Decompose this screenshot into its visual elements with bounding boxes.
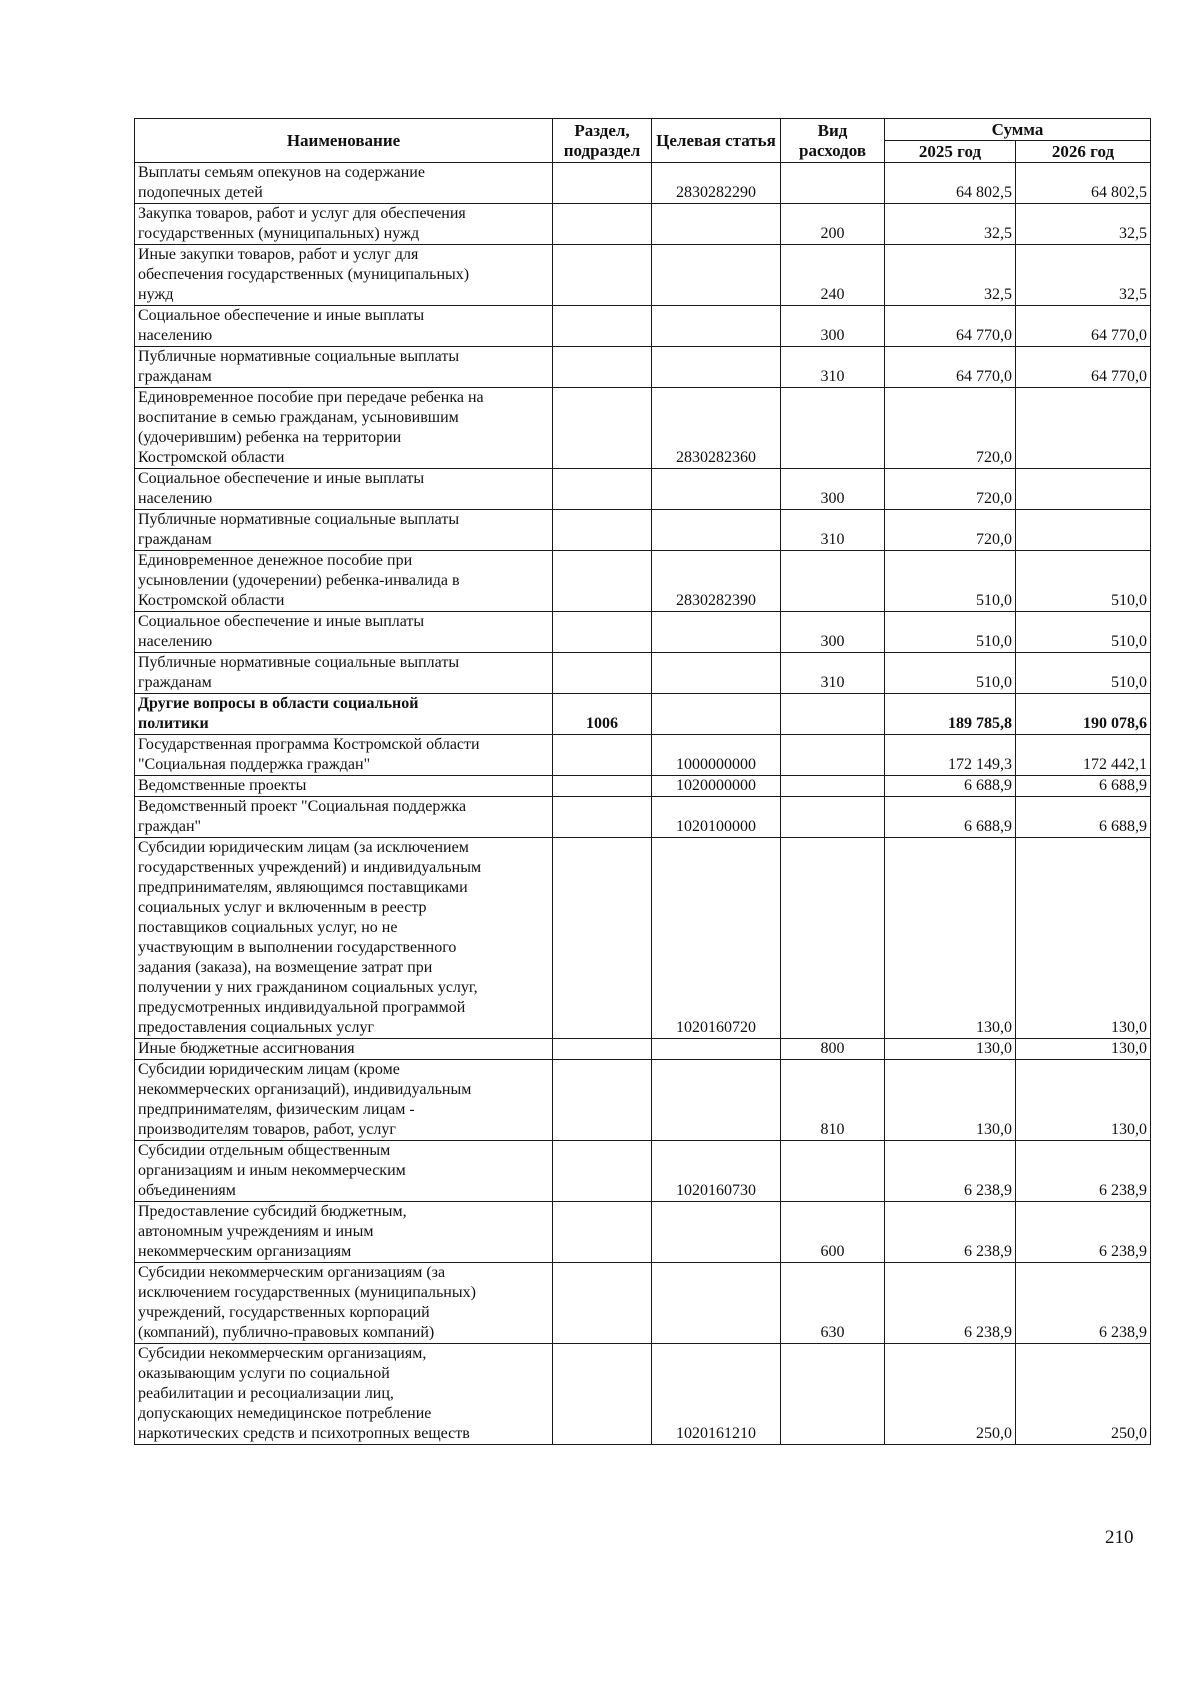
cell-2025: 189 785,8 [885, 694, 1016, 735]
cell-target: 1020160720 [652, 838, 781, 1039]
cell-name: Ведомственные проекты [135, 776, 553, 797]
page-number: 210 [1105, 1527, 1134, 1548]
cell-kind [781, 1141, 885, 1202]
cell-2025: 64 802,5 [885, 163, 1016, 204]
cell-target: 2830282360 [652, 388, 781, 469]
cell-name: Единовременное пособие при передаче ребенка на воспитание в семью гражданам, усыновившим (удочерившим) ребенка на территории Костромской области [135, 388, 553, 469]
cell-target [652, 1263, 781, 1344]
cell-2025: 64 770,0 [885, 347, 1016, 388]
cell-2026: 64 802,5 [1016, 163, 1151, 204]
cell-name: Субсидии некоммерческим организациям, оказывающим услуги по социальной реабилитации и ресоциализации лиц, допускающих немедицинское потребление наркотических средств и психотропных веществ [135, 1344, 553, 1445]
cell-section [553, 1263, 652, 1344]
cell-name: Социальное обеспечение и иные выплаты населению [135, 306, 553, 347]
cell-kind [781, 388, 885, 469]
cell-target [652, 204, 781, 245]
table-row [135, 1060, 1151, 1141]
table-row [135, 1039, 1151, 1060]
cell-section [553, 347, 652, 388]
table-header [135, 119, 1151, 163]
cell-kind: 200 [781, 204, 885, 245]
table-row [135, 204, 1151, 245]
cell-2026: 64 770,0 [1016, 306, 1151, 347]
cell-2025: 6 238,9 [885, 1202, 1016, 1263]
cell-2025: 510,0 [885, 653, 1016, 694]
cell-name: Предоставление субсидий бюджетным, автономным учреждениям и иным некоммерческим организациям [135, 1202, 553, 1263]
cell-2026: 510,0 [1016, 653, 1151, 694]
cell-2026: 6 238,9 [1016, 1141, 1151, 1202]
cell-target [652, 510, 781, 551]
cell-2026: 250,0 [1016, 1344, 1151, 1445]
table-row [135, 838, 1151, 1039]
cell-2025: 130,0 [885, 1060, 1016, 1141]
table-row [135, 1263, 1151, 1344]
cell-2026: 64 770,0 [1016, 347, 1151, 388]
cell-section: 1006 [553, 694, 652, 735]
cell-name: Публичные нормативные социальные выплаты гражданам [135, 347, 553, 388]
cell-name: Закупка товаров, работ и услуг для обеспечения государственных (муниципальных) нужд [135, 204, 553, 245]
cell-name: Единовременное денежное пособие при усыновлении (удочерении) ребенка-инвалида в Костромской области [135, 551, 553, 612]
cell-target [652, 612, 781, 653]
cell-kind: 300 [781, 612, 885, 653]
cell-name: Иные закупки товаров, работ и услуг для обеспечения государственных (муниципальных) нужд [135, 245, 553, 306]
cell-2025: 64 770,0 [885, 306, 1016, 347]
cell-2026: 172 442,1 [1016, 735, 1151, 776]
table-row [135, 306, 1151, 347]
cell-kind: 310 [781, 653, 885, 694]
cell-2026 [1016, 510, 1151, 551]
cell-target [652, 653, 781, 694]
cell-2026: 6 688,9 [1016, 776, 1151, 797]
header-2026: 2026 год [1016, 141, 1151, 163]
cell-name: Публичные нормативные социальные выплаты гражданам [135, 653, 553, 694]
cell-2026: 6 238,9 [1016, 1263, 1151, 1344]
table-row [135, 694, 1151, 735]
cell-2026: 32,5 [1016, 204, 1151, 245]
cell-2026: 32,5 [1016, 245, 1151, 306]
cell-kind [781, 735, 885, 776]
cell-2025: 6 688,9 [885, 776, 1016, 797]
header-target: Целевая статья [652, 119, 781, 163]
cell-name: Субсидии отдельным общественным организациям и иным некоммерческим объединениям [135, 1141, 553, 1202]
budget-table [134, 118, 1151, 1445]
cell-2025: 250,0 [885, 1344, 1016, 1445]
cell-section [553, 1060, 652, 1141]
cell-2025: 510,0 [885, 551, 1016, 612]
cell-2026: 6 238,9 [1016, 1202, 1151, 1263]
cell-section [553, 551, 652, 612]
cell-target: 2830282390 [652, 551, 781, 612]
table-row [135, 735, 1151, 776]
cell-target [652, 1039, 781, 1060]
cell-2025: 32,5 [885, 245, 1016, 306]
table-row [135, 510, 1151, 551]
cell-kind [781, 797, 885, 838]
cell-target: 1020161210 [652, 1344, 781, 1445]
cell-kind [781, 838, 885, 1039]
cell-target [652, 245, 781, 306]
table-row [135, 163, 1151, 204]
cell-name: Иные бюджетные ассигнования [135, 1039, 553, 1060]
table-row [135, 653, 1151, 694]
cell-name: Социальное обеспечение и иные выплаты населению [135, 612, 553, 653]
cell-section [553, 735, 652, 776]
cell-target: 1000000000 [652, 735, 781, 776]
cell-kind: 810 [781, 1060, 885, 1141]
cell-target [652, 1060, 781, 1141]
cell-2026: 510,0 [1016, 551, 1151, 612]
cell-section [553, 163, 652, 204]
cell-name: Публичные нормативные социальные выплаты гражданам [135, 510, 553, 551]
cell-2025: 6 688,9 [885, 797, 1016, 838]
cell-2026: 190 078,6 [1016, 694, 1151, 735]
cell-name: Субсидии юридическим лицам (кроме некоммерческих организаций), индивидуальным предпринимателям, физическим лицам - производителям товаров, работ, услуг [135, 1060, 553, 1141]
header-section: Раздел, подраздел [553, 119, 652, 163]
table-row [135, 612, 1151, 653]
table-row [135, 797, 1151, 838]
cell-kind: 630 [781, 1263, 885, 1344]
table-row [135, 347, 1151, 388]
cell-kind [781, 694, 885, 735]
header-kind: Вид расходов [781, 119, 885, 163]
table-row [135, 1141, 1151, 1202]
cell-kind [781, 163, 885, 204]
cell-target: 1020000000 [652, 776, 781, 797]
cell-kind [781, 1344, 885, 1445]
cell-section [553, 204, 652, 245]
cell-2025: 32,5 [885, 204, 1016, 245]
cell-name: Социальное обеспечение и иные выплаты населению [135, 469, 553, 510]
table-row [135, 469, 1151, 510]
cell-section [553, 306, 652, 347]
cell-2025: 172 149,3 [885, 735, 1016, 776]
table-row [135, 1344, 1151, 1445]
table-row [135, 245, 1151, 306]
cell-2026 [1016, 469, 1151, 510]
cell-kind [781, 551, 885, 612]
cell-kind: 800 [781, 1039, 885, 1060]
cell-2026: 130,0 [1016, 1060, 1151, 1141]
cell-name: Ведомственный проект "Социальная поддержка граждан" [135, 797, 553, 838]
cell-section [553, 612, 652, 653]
cell-target [652, 306, 781, 347]
table-row [135, 551, 1151, 612]
cell-2025: 510,0 [885, 612, 1016, 653]
cell-2026: 130,0 [1016, 838, 1151, 1039]
cell-kind: 600 [781, 1202, 885, 1263]
cell-kind: 300 [781, 306, 885, 347]
header-sum: Сумма [885, 119, 1151, 141]
table-row [135, 1202, 1151, 1263]
cell-section [553, 245, 652, 306]
cell-target: 1020160730 [652, 1141, 781, 1202]
cell-name: Выплаты семьям опекунов на содержание подопечных детей [135, 163, 553, 204]
cell-target [652, 1202, 781, 1263]
cell-2025: 130,0 [885, 838, 1016, 1039]
cell-2025: 720,0 [885, 388, 1016, 469]
cell-section [553, 469, 652, 510]
table-row [135, 388, 1151, 469]
cell-2026 [1016, 388, 1151, 469]
cell-kind: 240 [781, 245, 885, 306]
cell-2026: 510,0 [1016, 612, 1151, 653]
cell-target: 2830282290 [652, 163, 781, 204]
cell-section [553, 388, 652, 469]
cell-name: Другие вопросы в области социальной политики [135, 694, 553, 735]
cell-section [553, 838, 652, 1039]
table-row [135, 776, 1151, 797]
table-body [135, 163, 1151, 1445]
cell-name: Субсидии юридическим лицам (за исключением государственных учреждений) и индивидуальным предпринимателям, являющимся поставщиками социальных услуг и включенным в реестр поставщиков социальных услуг, но не участвующим в выполнении государственного задания (заказа), на возмещение затрат при получении у них гражданином социальных услуг, предусмотренных индивидуальной программой предоставления социальных услуг [135, 838, 553, 1039]
cell-2025: 6 238,9 [885, 1263, 1016, 1344]
header-2025: 2025 год [885, 141, 1016, 163]
cell-name: Государственная программа Костромской области "Социальная поддержка граждан" [135, 735, 553, 776]
cell-target: 1020100000 [652, 797, 781, 838]
cell-target [652, 347, 781, 388]
cell-kind: 310 [781, 510, 885, 551]
cell-kind: 300 [781, 469, 885, 510]
cell-2026: 130,0 [1016, 1039, 1151, 1060]
cell-section [553, 1039, 652, 1060]
cell-section [553, 653, 652, 694]
cell-section [553, 1202, 652, 1263]
cell-target [652, 694, 781, 735]
cell-2025: 720,0 [885, 469, 1016, 510]
cell-section [553, 797, 652, 838]
cell-section [553, 776, 652, 797]
cell-2026: 6 688,9 [1016, 797, 1151, 838]
cell-2025: 130,0 [885, 1039, 1016, 1060]
header-name: Наименование [135, 119, 553, 163]
cell-name: Субсидии некоммерческим организациям (за исключением государственных (муниципальных) учреждений, государственных корпораций (компаний), публично-правовых компаний) [135, 1263, 553, 1344]
cell-kind [781, 776, 885, 797]
cell-target [652, 469, 781, 510]
cell-2025: 6 238,9 [885, 1141, 1016, 1202]
cell-section [553, 510, 652, 551]
cell-kind: 310 [781, 347, 885, 388]
cell-2025: 720,0 [885, 510, 1016, 551]
cell-section [553, 1141, 652, 1202]
cell-section [553, 1344, 652, 1445]
